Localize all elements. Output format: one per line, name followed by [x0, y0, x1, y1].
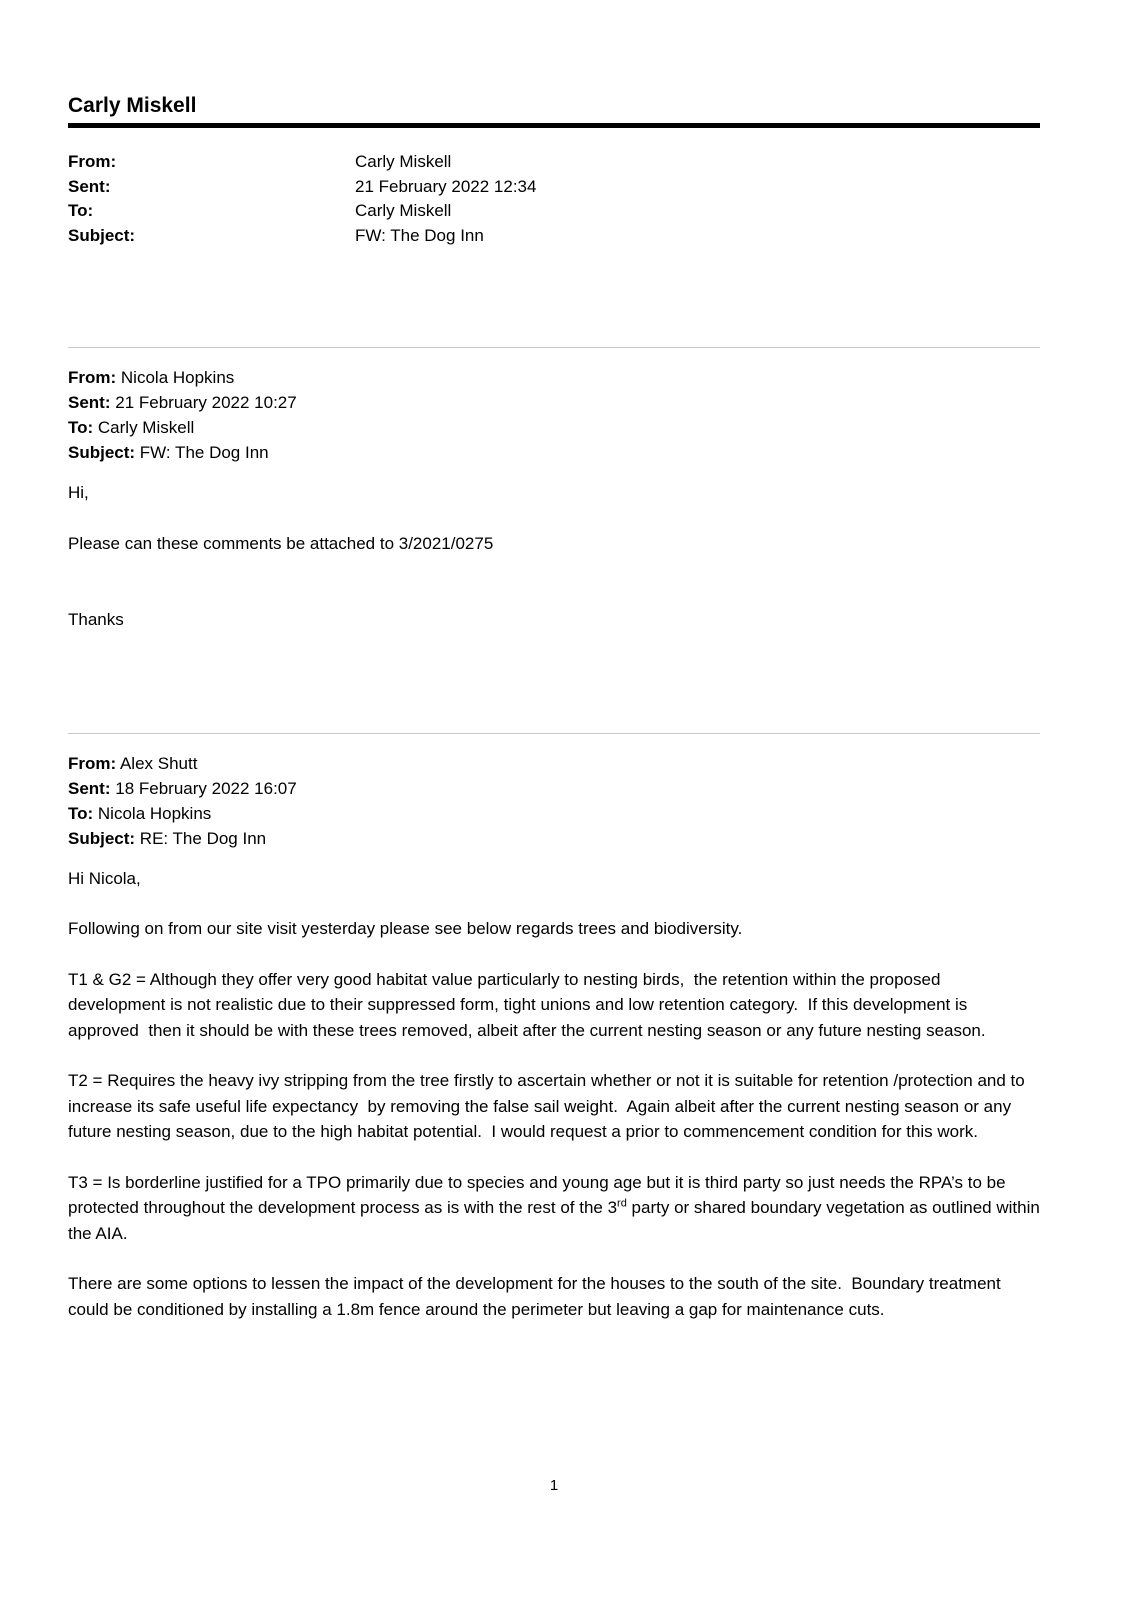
- to-label: To:: [68, 201, 94, 220]
- header-row-subject: [68, 224, 1040, 249]
- from-label: From:: [68, 368, 117, 387]
- from-label: From:: [68, 753, 117, 773]
- to-label: To:: [68, 418, 94, 437]
- email1-subject-line: [68, 440, 1040, 465]
- email1-paragraph: Please can these comments be attached to 3/2021/0275: [68, 533, 494, 553]
- email1-to-line: [68, 415, 1040, 440]
- sent-value: 21 February 2022 12:34: [355, 176, 537, 196]
- from-label: From:: [68, 152, 117, 171]
- page-title: Carly Miskell: [68, 94, 1040, 128]
- email-separator: [68, 733, 1040, 734]
- sent-label: Sent:: [68, 393, 111, 412]
- subject-label: Subject:: [68, 828, 136, 848]
- email2-paragraph-5: There are some options to lessen the impact of the development for the houses to the south of the site. Boundary treatment could be conditioned by installing a 1.8m fence around the perimeter but leaving a gap for maintenance cuts.: [68, 1274, 1006, 1319]
- email2-sent-line: [68, 776, 1040, 801]
- sent-label: Sent:: [68, 778, 111, 798]
- header-row-to: [68, 199, 1040, 224]
- email1-signoff: Thanks: [68, 610, 124, 629]
- from-value: Carly Miskell: [355, 152, 452, 171]
- to-value: Carly Miskell: [355, 201, 452, 220]
- email2-subject-line: [68, 826, 1040, 851]
- email2-sent: 18 February 2022 16:07: [115, 778, 297, 798]
- email2-paragraph-1: Following on from our site visit yesterday please see below regards trees and biodiversity.: [68, 919, 743, 938]
- email2-paragraph-3: T2 = Requires the heavy ivy stripping from the tree firstly to ascertain whether or not it is suitable for retention /protection and to increase its safe useful life expectancy by removing the false sail weight. Again albeit after the current nesting season or any future nesting season, due to the high habitat potential. I would request a prior to commencement condition for this work.: [68, 1071, 1030, 1141]
- email2-greeting: Hi Nicola,: [68, 868, 141, 888]
- email2-from: Alex Shutt: [119, 753, 198, 773]
- ordinal-superscript: rd: [617, 1197, 627, 1210]
- subject-value: FW: The Dog Inn: [355, 225, 484, 245]
- subject-label: Subject:: [68, 443, 136, 462]
- to-label: To:: [68, 803, 94, 823]
- email1-to: Carly Miskell: [97, 418, 195, 437]
- email1-greeting: Hi,: [68, 483, 89, 502]
- email1-subject: FW: The Dog Inn: [139, 443, 269, 462]
- paragraph-4-text-cont: party or shared boundary vegetation as outlined within the AIA.: [68, 1198, 1045, 1243]
- email2-subject: RE: The Dog Inn: [139, 828, 267, 848]
- header-row-sent: [68, 175, 1040, 200]
- email-header-table: [68, 150, 1040, 248]
- header-row-from: [68, 150, 1040, 175]
- email2-to: Nicola Hopkins: [97, 803, 212, 823]
- email1-sent: 21 February 2022 10:27: [115, 393, 297, 412]
- email1-from: Nicola Hopkins: [120, 368, 235, 387]
- subject-label: Subject:: [68, 225, 136, 245]
- email2-to-line: [68, 801, 1040, 826]
- email2-paragraph-2: T1 & G2 = Although they offer very good habitat value particularly to nesting birds, the retention within the proposed development is not realistic due to their suppressed form, tight unions and low retention category. If this development is approved then it should be with these trees removed, albeit after the current nesting season or any future nesting season.: [68, 969, 986, 1040]
- email1-from-line: [68, 365, 1040, 390]
- email2-paragraph-4: [68, 1170, 1045, 1247]
- email1-sent-line: [68, 390, 1040, 415]
- email1-body: [68, 480, 1040, 633]
- email2-header: [68, 751, 1040, 851]
- email-separator: [68, 347, 1040, 348]
- sent-label: Sent:: [68, 176, 111, 196]
- email2-from-line: [68, 751, 1040, 776]
- email2-body: [68, 866, 1045, 1323]
- page-number: 1: [549, 1477, 559, 1494]
- paragraph-4-text: T3 = Is borderline justified for a TPO primarily due to species and young age but it is third party so just needs the RPA’s to be protected throughout the development process as is with the rest of the 3: [68, 1172, 1011, 1217]
- email1-header: [68, 365, 1040, 465]
